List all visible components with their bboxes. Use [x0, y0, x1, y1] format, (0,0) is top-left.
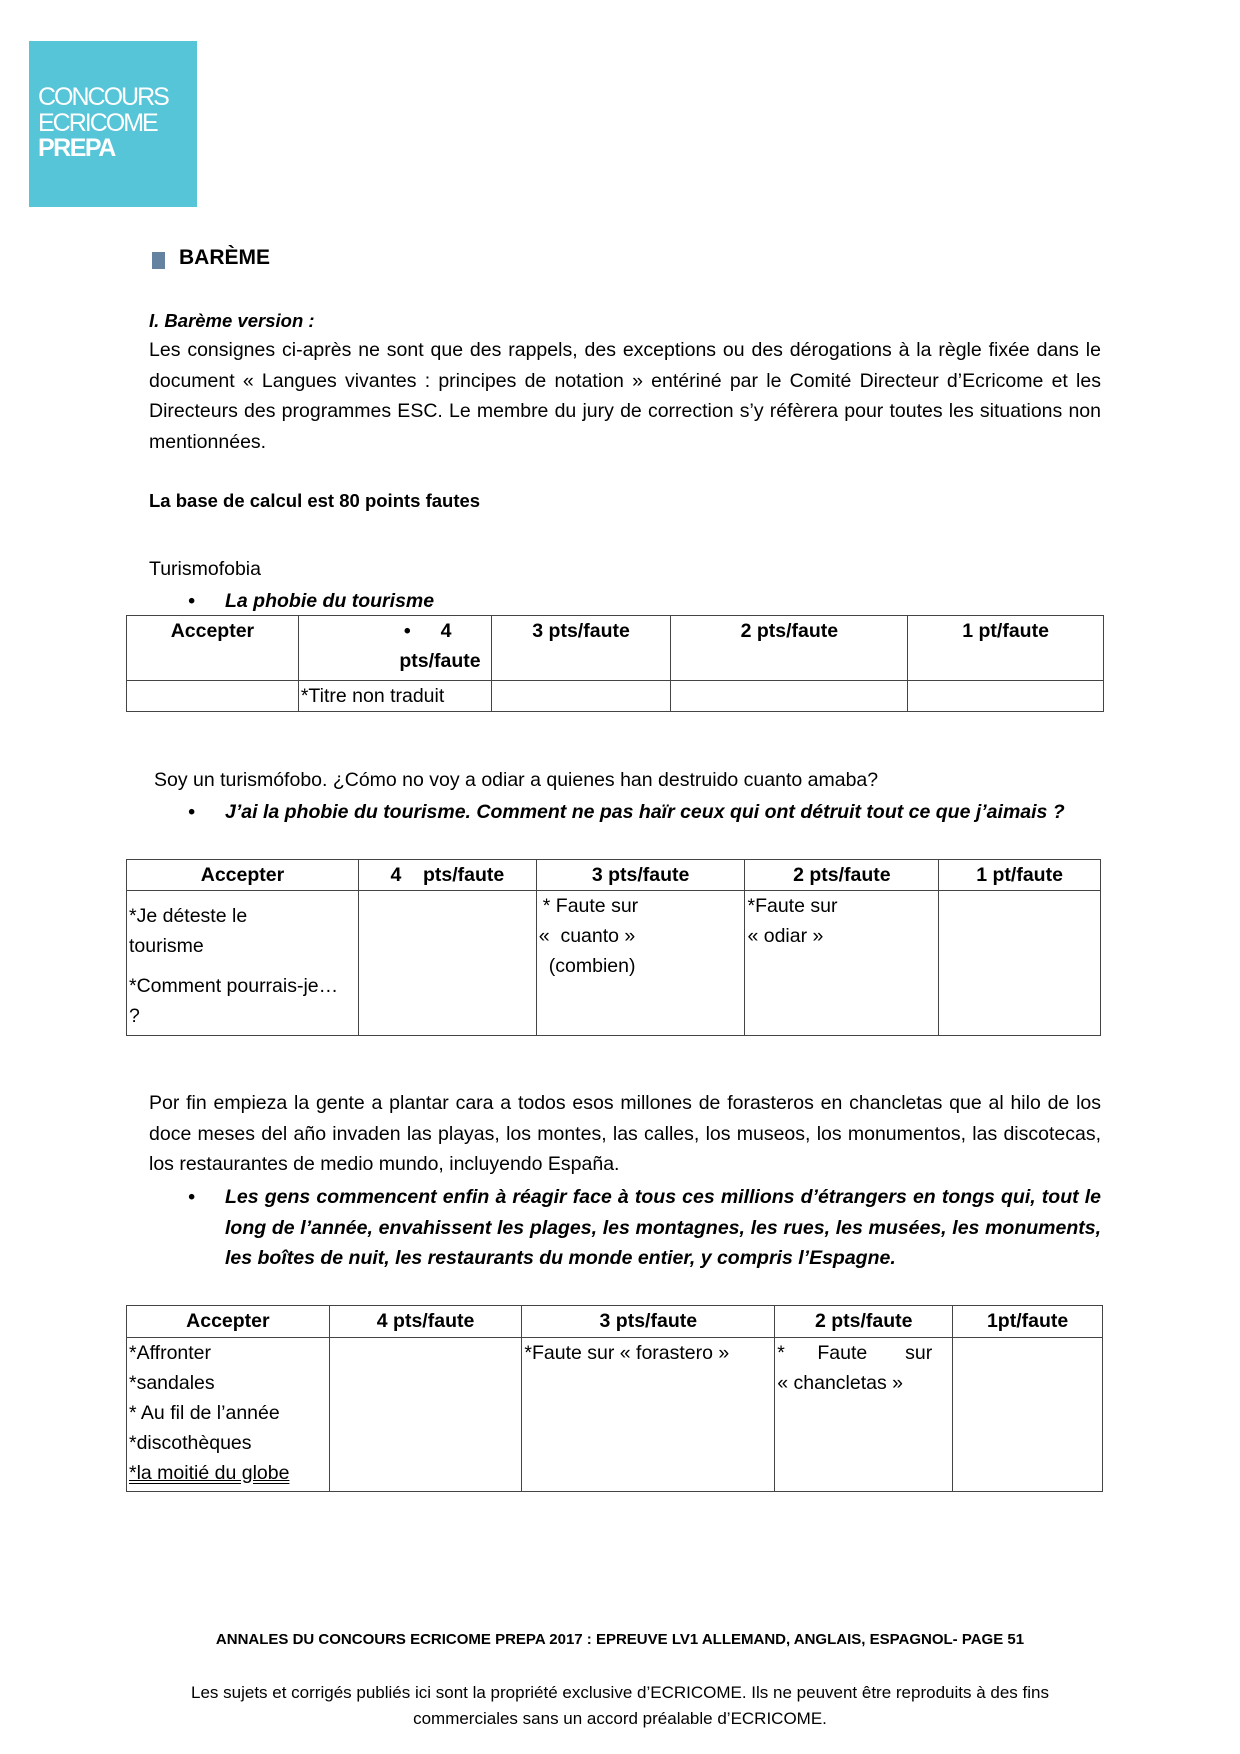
- translation-text: [188, 586, 1101, 617]
- cell: [939, 891, 1101, 1036]
- source-text: Soy un turismófobo. ¿Cómo no voy a odiar a quienes han destruido cuanto amaba?: [154, 769, 879, 791]
- grading-table: [126, 859, 1101, 1036]
- cell-line: « chancletas »: [777, 1372, 904, 1394]
- cell-accept: [127, 1338, 330, 1492]
- cell: [329, 1338, 522, 1492]
- cell: [358, 891, 536, 1036]
- cell-line: *Comment pourrais-je… ?: [129, 975, 339, 1027]
- header-1pt: 1 pt/faute: [939, 860, 1101, 891]
- bullet-icon: •: [188, 1186, 195, 1208]
- cell-line: « cuanto »: [538, 925, 636, 947]
- header-4pts-label: pts/faute: [399, 650, 481, 672]
- bullet-icon: •: [188, 590, 195, 612]
- header-4pts: 4 pts/faute: [358, 860, 536, 891]
- ecricome-logo: [29, 41, 197, 207]
- cell-line: * Faute sur: [542, 895, 639, 917]
- section-title: BARÈME: [179, 246, 271, 269]
- section-square-icon: [152, 252, 165, 269]
- cell-line: * Faute sur: [777, 1342, 933, 1364]
- header-4pts: • 4 pts/faute: [298, 616, 491, 681]
- header-2pts: 2 pts/faute: [671, 616, 908, 681]
- cell: [491, 681, 671, 712]
- logo-text: ECRICOME: [38, 109, 157, 137]
- cell-line: *Faute sur « forastero »: [524, 1342, 730, 1364]
- bullet-icon: •: [188, 801, 195, 823]
- cell: [522, 1338, 775, 1492]
- cell-line: (combien): [548, 955, 636, 977]
- translation: Les gens commencent enfin à réagir face à tous ces millions d’étrangers en tongs qui, tout le long de l’année, envahissent les plages, les montagnes, les rues, les musées, les monuments, les boîtes de nuit, les restaurants du monde entier, y compris l’Espagne.: [225, 1186, 1101, 1269]
- cell: [775, 1338, 953, 1492]
- cell-accept: [127, 891, 359, 1036]
- cell-line: *la moitié du globe: [129, 1462, 290, 1484]
- header-2pts: 2 pts/faute: [775, 1306, 953, 1338]
- subtitle: I. Barème version :: [149, 310, 315, 331]
- cell-line: *Affronter: [129, 1342, 212, 1364]
- header-2pts: 2 pts/faute: [745, 860, 939, 891]
- header-4pts: 4 pts/faute: [329, 1306, 522, 1338]
- cell: [908, 681, 1104, 712]
- source-text: Por fin empieza la gente a plantar cara a todos esos millones de forasteros en chancletas que al hilo de los doce meses del año invaden las playas, los montes, las calles, los museos, los monumentos, las discotecas, los restaurantes de medio mundo, incluyendo España.: [149, 1092, 1101, 1175]
- translation: J’ai la phobie du tourisme. Comment ne pas haïr ceux qui ont détruit tout ce que j’aimais ?: [225, 801, 1065, 823]
- cell-line: *Je déteste le tourisme: [129, 905, 248, 957]
- translation-text: [188, 1182, 1101, 1274]
- logo-text: PREPA: [38, 134, 115, 162]
- footer-copyright: Les sujets et corrigés publiés ici sont la propriété exclusive d’ECRICOME. Ils ne peuvent être reproduits à des fins commerciales sans un accord préalable d’ECRICOME.: [191, 1683, 1049, 1728]
- translation: La phobie du tourisme: [225, 590, 435, 612]
- cell-line: *Faute sur: [747, 895, 838, 917]
- cell: [745, 891, 939, 1036]
- cell-line: *sandales: [129, 1372, 215, 1394]
- cell: [536, 891, 745, 1036]
- cell-line: * Au fil de l’année: [129, 1402, 280, 1424]
- cell-line: *discothèques: [129, 1432, 252, 1454]
- base-calc: La base de calcul est 80 points fautes: [149, 490, 481, 511]
- grading-table: [126, 615, 1104, 712]
- header-3pts: 3 pts/faute: [536, 860, 745, 891]
- intro-paragraph: Les consignes ci-après ne sont que des rappels, des exceptions ou des dérogations à la règle fixée dans le document « Langues vivantes : principes de notation » entériné par le Comité Directeur d’Ecricome et les Directeurs des programmes ESC. Le membre du jury de correction s’y réfèrera pour toutes les situations non mentionnées.: [149, 339, 1101, 453]
- header-1pt: 1pt/faute: [953, 1306, 1103, 1338]
- header-accept: Accepter: [127, 1306, 330, 1338]
- header-accept: Accepter: [127, 860, 359, 891]
- header-accept: Accepter: [127, 616, 299, 681]
- cell: [953, 1338, 1103, 1492]
- logo-text: CONCOURS: [38, 83, 168, 111]
- footer-title: ANNALES DU CONCOURS ECRICOME PREPA 2017 : EPREUVE LV1 ALLEMAND, ANGLAIS, ESPAGNOL- PAGE 51: [215, 1631, 1025, 1648]
- header-3pts: 3 pts/faute: [522, 1306, 775, 1338]
- grading-table: [126, 1305, 1103, 1492]
- cell: [127, 681, 299, 712]
- cell: *Titre non traduit: [298, 681, 491, 712]
- translation-text: [188, 797, 1101, 828]
- header-1pt: 1 pt/faute: [908, 616, 1104, 681]
- cell: [671, 681, 908, 712]
- cell-line: « odiar »: [747, 925, 824, 947]
- header-3pts: 3 pts/faute: [491, 616, 671, 681]
- source-text: Turismofobia: [149, 558, 261, 580]
